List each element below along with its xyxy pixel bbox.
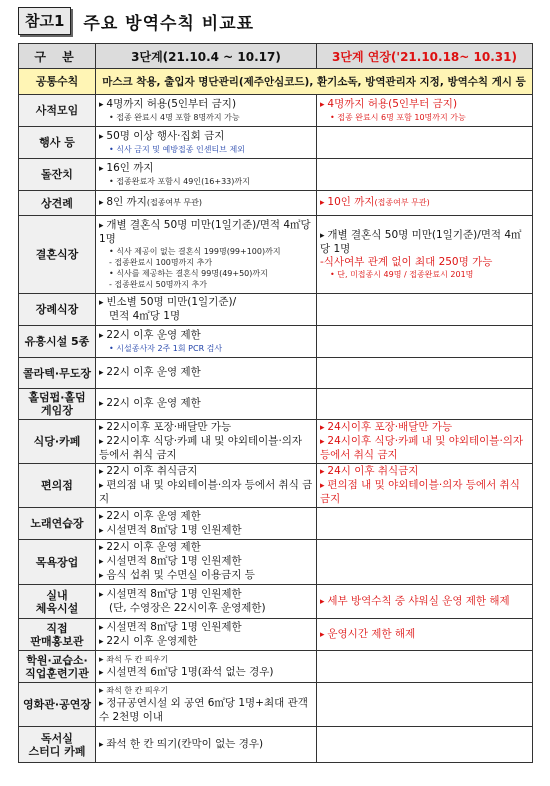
comparison-table — [18, 43, 533, 763]
extension-cell — [317, 191, 533, 216]
rule-note: • 단, 미접종시 49명 / 접종완료시 201명 — [320, 269, 529, 280]
extension-cell — [317, 619, 533, 651]
table-row — [19, 326, 533, 358]
stage3-cell — [96, 326, 317, 358]
rule-note: - 접종완료시 50명까지 추가 — [109, 280, 207, 289]
row-category: 노래연습장 — [19, 508, 96, 540]
rule-line: ▸ 22시 이후 운영 제한 — [99, 366, 313, 380]
rule-line: ▸ 22시 이후 운영제한 — [99, 635, 313, 649]
rule-line: ▸ 시설면적 8㎡당 1명 인원제한 — [99, 621, 313, 635]
rule-main: 10인 까지 — [327, 196, 375, 208]
row-category: 돌잔치 — [19, 159, 96, 191]
stage3-cell — [96, 420, 317, 464]
category-line: 직접 — [46, 621, 68, 635]
extension-cell — [317, 683, 533, 727]
rule-note: ▸ 좌석 두 칸 띄우기 — [99, 654, 313, 666]
extension-cell — [317, 159, 533, 191]
title-row — [18, 6, 254, 36]
category-line: 학원·교습소· — [26, 653, 88, 667]
row-category: 공통수칙 — [19, 69, 96, 95]
stage3-cell — [96, 585, 317, 619]
table-row — [19, 727, 533, 763]
extension-cell — [317, 585, 533, 619]
rule-line: ▸ 세부 방역수칙 중 샤워실 운영 제한 해제 — [320, 595, 529, 609]
row-category — [19, 389, 96, 420]
row-category — [19, 651, 96, 683]
rule-line: ▸ 편의점 내 및 야외테이블·의자 등에서 취식 금지 — [99, 479, 313, 506]
rule-line: ▸ 16인 까지 — [99, 162, 313, 176]
stage3-cell — [96, 127, 317, 159]
rule-note: • 식사 금지 및 예방접종 인센티브 제외 — [99, 144, 313, 155]
table-row — [19, 389, 533, 420]
header-stage3-extension: 3단계 연장('21.10.18~ 10.31) — [317, 44, 533, 69]
rule-line: ▸ 22시 이후 운영 제한 — [99, 510, 313, 524]
rule-line: ▸ 좌석 한 칸 띄기(칸막이 없는 경우) — [99, 738, 313, 752]
extension-cell — [317, 95, 533, 127]
rule-line: ▸ 24시이후 포장·배달만 가능 — [320, 421, 529, 435]
rule-line: ▸ 22시 이후 운영 제한 — [99, 397, 313, 411]
category-line: 직업훈련기관 — [25, 666, 89, 680]
rule-line: ▸ 24시 이후 취식금지 — [320, 465, 529, 479]
rule-note: • 식사 제공이 없는 결혼식 199명(99+100)까지 — [99, 246, 313, 257]
row-category: 장례식장 — [19, 294, 96, 326]
extension-cell — [317, 358, 533, 389]
row-category: 영화관·공연장 — [19, 683, 96, 727]
rule-line — [320, 196, 529, 210]
extension-cell — [317, 508, 533, 540]
rule-qualifier: (접종여부 무관) — [374, 198, 430, 207]
rule-line: ▸ 24시이후 식당·카페 내 및 야외테이블·의자 등에서 취식 금지 — [320, 435, 529, 462]
table-row — [19, 216, 533, 294]
table-row — [19, 159, 533, 191]
rule-line: -식사여부 관계 없이 최대 250명 가능 — [320, 256, 493, 268]
stage3-cell — [96, 95, 317, 127]
table-row — [19, 95, 533, 127]
rule-note: • 접종완료자 포함시 49인(16+33)까지 — [99, 176, 313, 187]
stage3-cell — [96, 619, 317, 651]
row-category: 결혼식장 — [19, 216, 96, 294]
row-category — [19, 585, 96, 619]
table-row — [19, 464, 533, 508]
row-category: 사적모임 — [19, 95, 96, 127]
rule-note: • 시설종사자 2주 1회 PCR 검사 — [99, 343, 313, 354]
table-row — [19, 651, 533, 683]
rule-line: ▸ 개별 결혼식 50명 미만(1일기준)/면적 4㎡당 1명 — [99, 219, 313, 246]
table-row — [19, 683, 533, 727]
header-stage3: 3단계(21.10.4 ~ 10.17) — [96, 44, 317, 69]
table-row — [19, 191, 533, 216]
row-category: 콜라텍·무도장 — [19, 358, 96, 389]
rule-main: 8인 까지 — [106, 196, 147, 208]
rule-line: ▸ 시설면적 8㎡당 1명 인원제한 — [99, 524, 313, 538]
rule-line: ▸ 22시 이후 취식금지 — [99, 465, 313, 479]
extension-cell — [317, 540, 533, 585]
rule-line: ▸ 22시이후 식당·카페 내 및 야외테이블·의자 등에서 취식 금지 — [99, 435, 313, 462]
table-row — [19, 420, 533, 464]
stage3-cell — [96, 159, 317, 191]
header-row — [19, 44, 533, 69]
table-row — [19, 508, 533, 540]
stage3-cell — [96, 464, 317, 508]
extension-cell — [317, 420, 533, 464]
extension-cell — [317, 294, 533, 326]
category-line: 판매홍보관 — [30, 634, 84, 648]
row-category: 행사 등 — [19, 127, 96, 159]
category-line: 게임장 — [41, 404, 73, 417]
category-line: 실내 — [46, 588, 68, 602]
table-row — [19, 127, 533, 159]
stage3-cell — [96, 216, 317, 294]
header-category: 구 분 — [19, 44, 96, 69]
row-category: 목욕장업 — [19, 540, 96, 585]
row-category: 편의점 — [19, 464, 96, 508]
rule-line: ▸ 정규공연시설 외 공연 6㎡당 1명+최대 관객 수 2천명 이내 — [99, 697, 313, 724]
stage3-cell — [96, 358, 317, 389]
extension-cell — [317, 326, 533, 358]
rule-line: ▸ 22시이후 포장·배달만 가능 — [99, 421, 313, 435]
table-row — [19, 585, 533, 619]
table-row — [19, 69, 533, 95]
extension-cell — [317, 727, 533, 763]
row-category — [19, 619, 96, 651]
rule-line: ▸ 시설면적 8㎡당 1명 인원제한 — [99, 588, 313, 602]
rule-qualifier: (접종여부 무관) — [146, 198, 202, 207]
rule-line: (단, 수영장은 22시이후 운영제한) — [109, 602, 266, 614]
rule-line — [99, 196, 313, 210]
table-row — [19, 294, 533, 326]
rule-line: ▸ 운영시간 제한 해제 — [320, 628, 529, 642]
rule-line: ▸ 4명까지 허용(5인부터 금지) — [320, 98, 529, 112]
stage3-cell — [96, 727, 317, 763]
rule-line: ▸ 4명까지 허용(5인부터 금지) — [99, 98, 313, 112]
table-row — [19, 540, 533, 585]
rule-note: - 접종완료시 100명까지 추가 — [109, 258, 213, 267]
extension-cell — [317, 216, 533, 294]
rule-line: ▸ 시설면적 8㎡당 1명 인원제한 — [99, 555, 313, 569]
stage3-cell — [96, 389, 317, 420]
common-rules-text: 마스크 착용, 출입자 명단관리(제주안심코드), 환기소독, 방역관리자 지정, 방역수칙 게시 등 — [96, 69, 533, 95]
table-row — [19, 358, 533, 389]
rule-line: ▸ 시설면적 6㎡당 1명(좌석 없는 경우) — [99, 666, 313, 680]
reference-badge: 참고1 — [18, 7, 71, 35]
rule-note: • 접종 완료시 6명 포함 10명까지 가능 — [320, 112, 529, 123]
row-category — [19, 727, 96, 763]
rule-line: 면적 4㎡당 1명 — [109, 310, 181, 322]
rule-line: ▸ 음식 섭취 및 수면실 이용금지 등 — [99, 569, 313, 583]
stage3-cell — [96, 508, 317, 540]
category-line: 스터디 카페 — [28, 744, 86, 758]
stage3-cell — [96, 191, 317, 216]
row-category: 상견례 — [19, 191, 96, 216]
row-category: 식당·카페 — [19, 420, 96, 464]
extension-cell — [317, 464, 533, 508]
stage3-cell — [96, 294, 317, 326]
page-title: 주요 방역수칙 비교표 — [83, 13, 255, 34]
table-row — [19, 619, 533, 651]
row-category: 유흥시설 5종 — [19, 326, 96, 358]
category-line: 홀덤펍·홀덤 — [28, 391, 86, 404]
rule-line: ▸ 개별 결혼식 50명 미만(1일기준)/면적 4㎡당 1명 — [320, 229, 529, 256]
category-line: 체육시설 — [35, 601, 79, 615]
stage3-cell — [96, 683, 317, 727]
rule-line: ▸ 빈소별 50명 미만(1일기준)/ — [99, 296, 313, 310]
rule-note: ▸ 좌석 한 칸 띄우기 — [99, 685, 313, 697]
extension-cell — [317, 389, 533, 420]
extension-cell — [317, 651, 533, 683]
rule-note: • 접종 완료시 4명 포함 8명까지 가능 — [99, 112, 313, 123]
rule-line: ▸ 22시 이후 운영 제한 — [99, 329, 313, 343]
extension-cell — [317, 127, 533, 159]
rule-note: • 식사를 제공하는 결혼식 99명(49+50)까지 — [99, 268, 313, 279]
stage3-cell — [96, 540, 317, 585]
rule-line: ▸ 편의점 내 및 야외테이블·의자 등에서 취식 금지 — [320, 479, 529, 506]
rule-line: ▸ 22시 이후 운영 제한 — [99, 541, 313, 555]
category-line: 독서실 — [41, 731, 73, 745]
stage3-cell — [96, 651, 317, 683]
rule-line: ▸ 50명 이상 행사·집회 금지 — [99, 130, 313, 144]
